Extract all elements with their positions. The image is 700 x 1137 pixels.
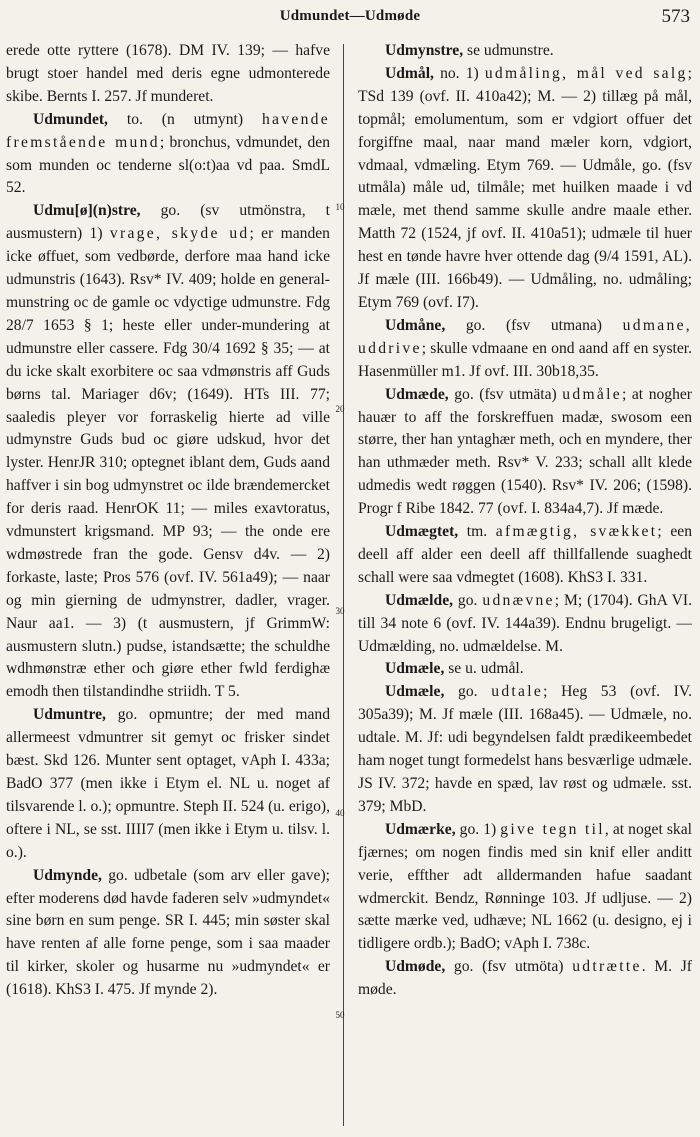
- entry-text: go.: [444, 683, 492, 701]
- headword: Udmæle,: [385, 683, 445, 701]
- entry-text: go. udbetale (som arv eller gave); efter moderens død havde faderen selv »udmyndet« sine børn en sum penge. SR I. 445; min søster skal have renten af alle forne penge, som i saa maader til kirker, skoler og husarme nu »udmyndet« er (1618). KhS3 I. 475. Jf mynde 2).: [6, 866, 330, 999]
- dictionary-entry: [6, 200, 330, 704]
- line-number: 40: [335, 808, 345, 818]
- dictionary-entry: [358, 819, 692, 956]
- entry-text: se u. udmål.: [444, 660, 524, 678]
- headword: Udmundet,: [33, 110, 108, 128]
- spaced-definition: vrage, skyde ud: [109, 225, 250, 243]
- entry-text: no. 1): [433, 64, 485, 82]
- spaced-definition: udtrætte: [572, 958, 642, 976]
- headword: Udmæde,: [385, 385, 449, 403]
- entry-text-tail: ; M; (1704). GhA VI. till 34 note 6 (ovf. IV. 144a39). Endnu brugeligt. — Udmælding, no. udmældelse. M.: [358, 591, 692, 655]
- entry-text-tail: , at noget skal fjærnes; om nogen findis med sin knif eller anditt verie, effther adt alldermanden hafue saadant wdmerckit. Bendz, Rønninge 103. Jf udljuse. — 2) sætte mærke ved, udhæve; NL 1662 (u. designo, ej i tidligere ordb.); BadO; vAph I. 738c.: [358, 820, 692, 953]
- line-number: 30: [335, 606, 345, 616]
- headword: Udmu[ø](n)stre,: [33, 202, 141, 220]
- entry-text: go. 1): [455, 820, 501, 838]
- line-number: 50: [335, 1010, 345, 1020]
- entry-text-tail: ; at nogher hauær to aff the forskreffuen madæ, swosom een større, ther han yntaghær meth, och en myndere, ther han uthmæder meth. Rsv* V. 233; schall allt klede udmedis wedt røggen (1540). Rsv* IV. 206; (1598). Progr f Ribe 1842. 77 (ovf. I. 834a4,7). Jf mæde.: [358, 385, 692, 518]
- spaced-definition: udnævne: [482, 591, 555, 609]
- page-header: [0, 6, 700, 32]
- headword: Udmærke,: [385, 820, 456, 838]
- spaced-definition: udmane, uddrive: [358, 316, 692, 357]
- spaced-definition: udmåle: [562, 385, 622, 403]
- dictionary-entry: [358, 315, 692, 384]
- entry-text-tail: ; bronchus, vdmundet, den som munden oc tenderne sl(o:t)aa vd paa. SmdL 52.: [6, 133, 330, 197]
- line-number: 10: [335, 202, 345, 212]
- entry-text: go. (fsv utmäta): [448, 385, 563, 403]
- entry-text: erede otte ryttere (1678). DM IV. 139; — hafve brugt stoer handel med deris egne udmonterede skibe. Bernts I. 257. Jf munderet.: [6, 42, 330, 105]
- entry-text-tail: ; er manden icke øffuet, som vedbørde, derfore maa hand icke udmunstris (1643). Rsv* IV. 409; holde en general-munstring oc de gamle oc vdyctige udmunstre. Fdg 28/7 1653 § 1; heste eller under-mundering at udmunstre eller cassere. Fdg 30/4 1692 § 35; — at du icke skalt exorbitere oc saa vdmønstris aff Guds børns tal. Mariager d6v; (1649). HTs III. 77; saaledis pleyer vor forraskelig hierte ad ville udmynstre Guds bud oc giøre udskud, hvor det lyster. HenrJR 310; optegnet iblant dem, Guds aand haffver i sin bog udmynstret oc ilde brændemercket for deris raad. HenrOK 11; — miles exavtoratus, vdmunstert krigsmand. MP 93; — the onde ere wdmøstrede fran the gode. Gensv d4v. — 2) forkaste, laste; Pros 576 (ovf. IV. 561a49); — naar og min gierning de udmynstrer, dadler, vrager. Naur aa1. — 3) (t ausmustern, jf GrimmW: ausmustern slutn.) pudse, istandsætte; the schuldhe wdhmønstræ ether och giøre ether fwld ferdighæ emodh then tilstandindhe striidh. T 5.: [6, 225, 330, 701]
- headword: Udmøde,: [385, 958, 446, 976]
- dictionary-entry: [6, 109, 330, 201]
- entry-text-tail: ; TSd 139 (ovf. II. 410a42); M. — 2) tillæg på mål, topmål; emolumentum, som er vdgiort offuer det forgiffne maal, naar mand mæler korn, vdgiort, vdmaal, vdmæling. Etym 769. — Udmåle, go. (fsv utmåla) måle ud, tilmåle; met huilken maade i vd mæle, met thend samme skulle andre maale ether. Matth 72 (1524, jf ovf. II. 410a51); udmæle til huer hest en tønde havre hver ottende dag (9/4 1591, AL). Jf mæle (III. 166b49). — Udmåling, no. udmåling; Etym 769 (ovf. I7).: [358, 64, 692, 311]
- line-number: 20: [335, 404, 345, 414]
- spaced-definition: afmægtig, svækket: [495, 523, 658, 541]
- spaced-definition: give tegn til: [500, 820, 605, 838]
- entry-text: to. (n utmynt): [107, 110, 262, 128]
- entry-text-tail: . M. Jf møde.: [358, 958, 692, 999]
- dictionary-entry: [6, 865, 330, 1002]
- entry-text-tail: ; een deell aff alder een deell aff thillfallende suaghedt schall were saa vdmegtet (1608). KhS3 I. 331.: [358, 523, 692, 586]
- dictionary-entry: [358, 956, 692, 1002]
- dictionary-entry: [358, 384, 692, 521]
- dictionary-entry: [358, 681, 692, 818]
- headword: Udmælde,: [385, 591, 454, 609]
- entry-text: tm.: [458, 523, 496, 541]
- headword: Udmæle,: [385, 660, 445, 678]
- headword: Udmægtet,: [385, 523, 459, 541]
- headword: Udmynde,: [33, 866, 102, 884]
- dictionary-entry: [358, 658, 692, 681]
- entry-text: se udmunstre.: [463, 42, 554, 59]
- entry-text: go.: [453, 591, 483, 609]
- dictionary-entry: [358, 590, 692, 659]
- spaced-definition: udtale: [491, 683, 544, 701]
- entry-text: go. opmuntre; der med mand allermeest vdmuntrer sit gemyt oc frisker sindet bæst. Skd 126. Munter sent optaget, vAph I. 433a; BadO 377 (men ikke i Etym el. NL u. noget af tilsvarende l. o.); opmuntre. Steph II. 524 (u. erigo), oftere i NL, se sst. IIII7 (men ikke i Etym u. tilsv. l. o.).: [6, 706, 330, 861]
- entry-text: go. (fsv utmöta): [445, 958, 573, 976]
- dictionary-entry: [358, 40, 692, 63]
- headword: Udmål,: [385, 64, 434, 82]
- entry-text-tail: ; Heg 53 (ovf. IV. 305a39); M. Jf mæle (III. 168a45). — Udmæle, no. udtale. M. Jf: udi begyndelsen faldt prædikeembedet ham noget tungt formedelst hans besværlige udmæle. JS IV. 372; havde en spæd, lav røst og udmæle. sst. 379; MbD.: [358, 683, 692, 815]
- entry-text: go. (sv utmönstra, t ausmustern) 1): [6, 202, 330, 243]
- dictionary-entry: [6, 704, 330, 864]
- dictionary-entry: [358, 63, 692, 315]
- running-head: Udmundet—Udmøde: [279, 8, 421, 24]
- entry-text: go. (fsv utmana): [445, 316, 623, 334]
- dictionary-entry: [358, 521, 692, 590]
- headword: Udmynstre,: [385, 42, 464, 59]
- left-column: [6, 40, 330, 1130]
- right-column: [358, 40, 692, 1130]
- entry-continuation: [6, 40, 330, 109]
- spaced-definition: havende fremstående mund: [6, 110, 330, 151]
- headword: Udmuntre,: [33, 706, 106, 724]
- spaced-definition: udmåling, mål ved salg: [484, 64, 688, 82]
- page-number: 573: [661, 6, 690, 27]
- entry-text-tail: ; skulle vdmaane en ond aand aff en syster. Hasenmüller m1. Jf ovf. III. 30b18,35.: [358, 339, 692, 380]
- headword: Udmåne,: [385, 316, 446, 334]
